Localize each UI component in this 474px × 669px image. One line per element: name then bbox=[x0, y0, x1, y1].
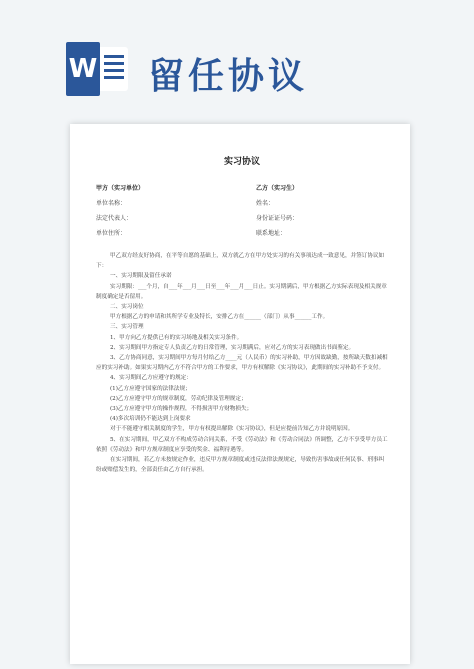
document-body bbox=[96, 251, 388, 475]
document-title: 实习协议 bbox=[223, 157, 260, 167]
party-b-field: 身份证证号码： bbox=[256, 215, 299, 222]
document-paragraph: (2)乙方应遵守甲方的规章制度，劳动纪律及管理规定； bbox=[110, 395, 247, 402]
banner-title: 留任协议 bbox=[148, 56, 309, 97]
document-paragraph: 对于不能遵守相关制度的学生，甲方有权提出解除《实习协议》，但是应提前告知乙方并说明原因。 bbox=[110, 426, 354, 433]
document-paragraph: 甲乙双方经友好协商，在平等自愿的基础上，双方就乙方在甲方处实习的有关事项达成一致意见，并签订协议如下： bbox=[96, 253, 385, 270]
party-info bbox=[96, 183, 388, 237]
document-paragraph: 二、实习岗位 bbox=[110, 304, 144, 311]
document-paragraph: 2、实习期间甲方指定专人负责乙方的日常管理，实习期满后，应对乙方的实习表现做出书面鉴定。 bbox=[110, 344, 355, 351]
document-paragraph: (1)乙方应遵守国家的法律法规； bbox=[110, 385, 191, 392]
party-b-field: 姓名： bbox=[256, 200, 275, 207]
party-a-field: 单位住所： bbox=[96, 230, 127, 237]
party-b-field: 联系地址： bbox=[256, 230, 287, 237]
party-a-field: 法定代表人： bbox=[96, 215, 133, 222]
document-paragraph: 1、甲方向乙方提供已有的实习场地及相关实习条件。 bbox=[110, 334, 243, 341]
document-paragraph: 5、在实习期间，甲乙双方不构成劳动合同关系，不受《劳动法》和《劳动合同法》所调整，乙方不享受甲方员工依照《劳动法》和甲方规章制度应享受的奖金、福利待遇等。 bbox=[96, 436, 388, 453]
document-content bbox=[96, 154, 388, 475]
document-paragraph: 4、实习期间乙方应遵守的规定： bbox=[110, 375, 192, 382]
party-a-heading: 甲方（实习单位） bbox=[96, 185, 145, 192]
word-icon bbox=[66, 38, 128, 100]
document-paragraph: 实习期限：___个月，自___年___月___日至___年___月___日止。实习期满后，甲方根据乙方实际表现及相关规章制度确定是否留用。 bbox=[96, 283, 387, 300]
document-paragraph: (4)多次培训仍不能达到上岗要求 bbox=[110, 416, 191, 423]
party-b-heading: 乙方（实习生） bbox=[256, 185, 299, 192]
party-a-field: 单位名称： bbox=[96, 200, 127, 207]
banner bbox=[0, 0, 474, 120]
document-paragraph: 在实习期间，若乙方未按规定作业，违反甲方规章制度或违反法律法规规定，导致伤害事故或任何民事、刑事纠纷或赔偿发生的，全部责任由乙方自行承担。 bbox=[96, 457, 385, 474]
document-paragraph: 三、实习管理 bbox=[110, 324, 144, 331]
document-paragraph: (3)乙方应遵守甲方的操作规程，不得损害甲方财物损失； bbox=[110, 406, 253, 413]
document-paragraph: 一、实习期限及留任承诺 bbox=[110, 273, 172, 280]
word-logo-letter: W bbox=[66, 42, 100, 96]
document-paragraph: 甲方根据乙方的申请和其所学专业及特长，安排乙方在______（部门）从事______工作。 bbox=[110, 314, 329, 321]
document-page bbox=[70, 124, 410, 664]
document-paragraph: 3、乙方协商同意，实习期间甲方每月付给乙方____元（人民币）的实习补助，甲方因故缺勤，按所缺天数扣减相应的实习补助。如果实习期内乙方不符合甲方的工作要求，甲方有权解除《实习协议》，此期间的实习补助不予支付。 bbox=[96, 355, 388, 372]
